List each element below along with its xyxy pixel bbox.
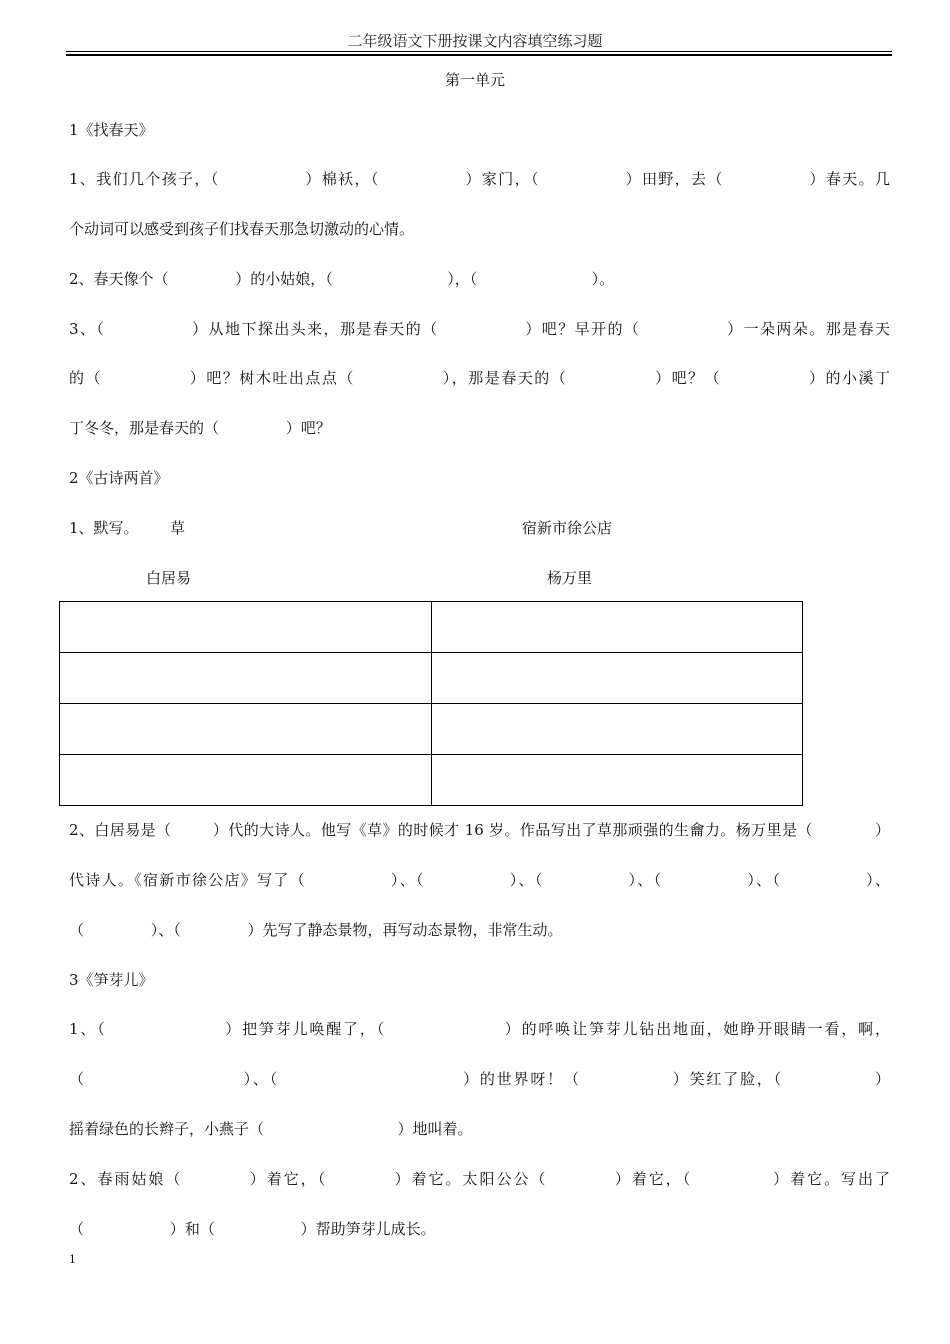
- writing-cell[interactable]: [431, 704, 803, 755]
- table-row: [60, 602, 803, 653]
- writing-cell[interactable]: [60, 653, 432, 704]
- dictation-label: 1、默写。: [69, 519, 139, 537]
- lesson-title: 1《找春天》: [69, 121, 154, 139]
- exercise-line: 的（ ）吧？树木吐出点点（ ），那是春天的（ ）吧？（ ）的小溪丁: [69, 369, 890, 387]
- page-number: 1: [69, 1253, 76, 1266]
- poem-title-right: 宿新市徐公店: [522, 519, 613, 537]
- writing-cell[interactable]: [60, 704, 432, 755]
- table-row: [60, 653, 803, 704]
- lesson-title: 3《笋芽儿》: [69, 971, 154, 989]
- table-row: [60, 755, 803, 806]
- lesson-title: 2《古诗两首》: [69, 469, 169, 487]
- exercise-line: 摇着绿色的长辫子，小燕子（ ）地叫着。: [69, 1120, 473, 1138]
- exercise-line: 代诗人。《宿新市徐公店》写了（ ）、（ ）、（ ）、（ ）、（ ）、: [69, 871, 890, 889]
- exercise-line: 丁冬冬，那是春天的（ ）吧？: [69, 419, 331, 437]
- exercise-line: （ ）、（ ）的世界呀！（ ）笑红了脸，（ ）: [69, 1070, 890, 1088]
- exercise-line: 2、白居易是（ ）代的大诗人。他写《草》的时候才 16 岁。作品写出了草那顽强的生龠力。杨万里是（ ）: [69, 821, 890, 839]
- poem-author-right: 杨万里: [547, 569, 593, 587]
- header-rule-thick: [66, 54, 892, 56]
- writing-cell[interactable]: [60, 755, 432, 806]
- header-rule: [66, 51, 892, 52]
- header-title: 二年级语文下册按课文内容填空练习题: [347, 32, 603, 50]
- exercise-line: 1、我们几个孩子，（ ）棉袄，（ ）家门，（ ）田野，去（ ）春天。几: [69, 170, 890, 188]
- exercise-line: 1、（ ）把笋芽儿唤醒了，（ ）的呼唤让笋芽儿钻出地面，她睁开眼睛一看，啊，: [69, 1020, 890, 1038]
- exercise-line: 2、春天像个（ ）的小姑娘，（ ），（ ）。: [69, 270, 615, 288]
- exercise-line: 3、（ ）从地下探出头来，那是春天的（ ）吧？早开的（ ）一朵两朵。那是春天: [69, 320, 890, 338]
- writing-cell[interactable]: [431, 755, 803, 806]
- poem-author-left: 白居易: [146, 569, 192, 587]
- exercise-line: 个动词可以感受到孩子们找春天那急切激动的心情。: [69, 220, 415, 238]
- exercise-line: 2、春雨姑娘（ ）着它，（ ）着它。太阳公公（ ）着它，（ ）着它。写出了: [69, 1170, 890, 1188]
- exercise-line: （ ）、（ ）先写了静态景物，再写动态景物，非常生动。: [69, 921, 563, 939]
- writing-cell[interactable]: [431, 653, 803, 704]
- writing-cell[interactable]: [431, 602, 803, 653]
- poem-writing-table: [59, 601, 803, 806]
- poem-title-left: 草: [170, 519, 186, 537]
- table-row: [60, 704, 803, 755]
- unit-title: 第一单元: [444, 71, 505, 89]
- exercise-line: （ ）和（ ）帮助笋芽儿成长。: [69, 1220, 436, 1238]
- writing-cell[interactable]: [60, 602, 432, 653]
